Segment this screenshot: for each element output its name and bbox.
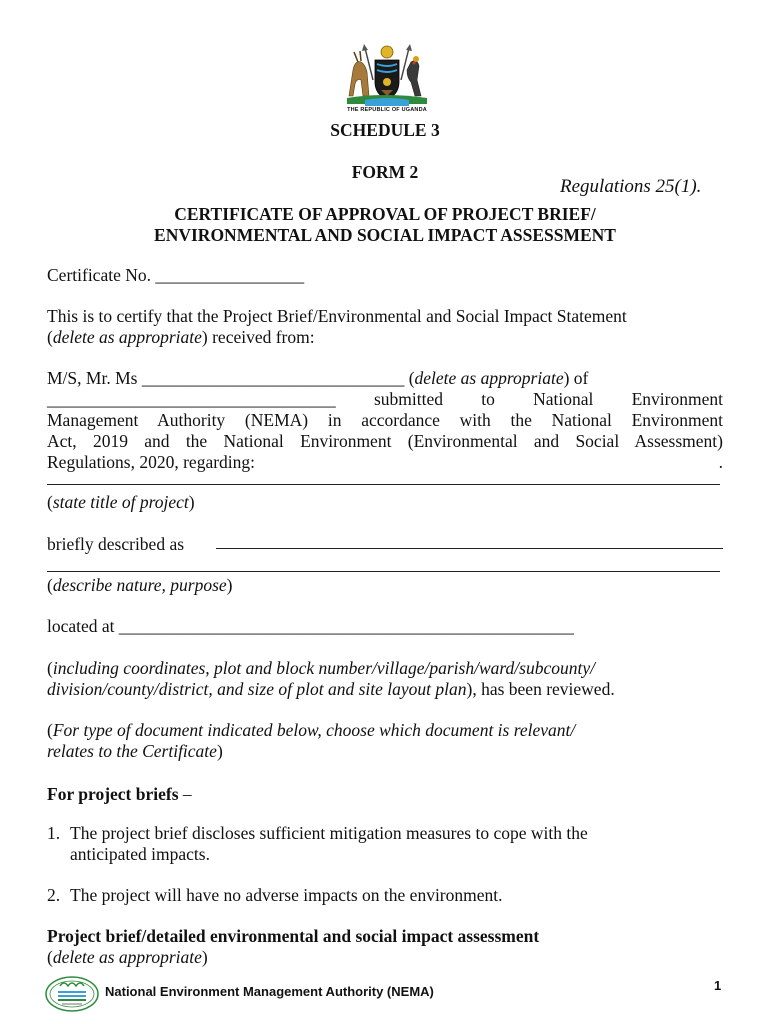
assessment-heading-text: Project brief/detailed environmental and social impact assessment	[47, 926, 540, 946]
location-field[interactable]	[47, 616, 723, 637]
certify-note: delete as appropriate	[52, 327, 202, 347]
list-item-number: 2.	[47, 885, 61, 905]
described-line-1[interactable]	[216, 548, 723, 549]
certificate-number-field[interactable]	[47, 265, 723, 286]
document-type-note: (For type of document indicated below, choose which document is relevant/ relates to the Certificate)	[47, 720, 576, 761]
applicant-name-blank[interactable]: ______________________________	[141, 368, 405, 388]
list-item-text-line2: anticipated impacts.	[70, 844, 210, 864]
certificate-title-line1: CERTIFICATE OF APPROVAL OF PROJECT BRIEF/	[174, 204, 596, 224]
project-title-line[interactable]	[47, 484, 720, 485]
coat-of-arms-caption: THE REPUBLIC OF UGANDA	[347, 107, 427, 113]
document-type-note-line1: For type of document indicated below, choose which document is relevant/	[52, 720, 576, 740]
applicant-note: delete as appropriate	[414, 368, 564, 388]
location-label: located at	[47, 616, 115, 636]
described-note: (describe nature, purpose)	[47, 575, 233, 595]
location-note-line2: division/county/district, and size of plot and site layout plan	[47, 679, 467, 699]
regulation-reference: Regulations 25(1).	[560, 176, 702, 197]
location-blank[interactable]: ____________________________________________________	[118, 616, 574, 636]
project-briefs-heading	[47, 784, 723, 805]
certify-tail: received from:	[207, 327, 315, 347]
assessment-heading: Project brief/detailed environmental and social impact assessment (delete as appropriate)	[47, 926, 723, 968]
certificate-number-blank[interactable]: _________________	[155, 265, 305, 285]
described-note-text: describe nature, purpose	[52, 575, 227, 595]
described-label: briefly described as	[47, 534, 185, 554]
location-note: (including coordinates, plot and block number/village/parish/ward/subcounty/ division/county/district, and size of plot and site layout plan), has been reviewed.	[47, 658, 615, 699]
project-title-note-text: state title of project	[52, 492, 189, 512]
footer-organization: National Environment Management Authority (NEMA)	[105, 984, 434, 999]
location-tail: , has been reviewed.	[472, 679, 615, 699]
project-briefs-heading-text: For project briefs	[47, 784, 179, 804]
applicant-label: M/S, Mr. Ms	[47, 368, 138, 388]
list-item-text-line1: The project will have no adverse impacts on the environment.	[70, 885, 503, 905]
assessment-heading-note: delete as appropriate	[52, 947, 202, 967]
location-note-line1: including coordinates, plot and block number/village/parish/ward/subcounty/	[52, 658, 595, 678]
certificate-title-line2: ENVIRONMENTAL AND SOCIAL IMPACT ASSESSMENT	[154, 225, 616, 245]
nema-logo	[44, 974, 100, 1014]
list-item	[47, 823, 723, 865]
page-number: 1	[714, 978, 722, 993]
to-word: to	[481, 389, 495, 409]
submitted-word: submitted	[373, 389, 444, 409]
applicant-paragraph: M/S, Mr. Ms ______________________________ (delete as appropriate) of _________________________________ submitted to National Environment Management Authority (NEMA) in accordance with the National Environment Act, 2019 and the National Environment (Environmental and Social Assessment) Regulations, 2020, regarding: .	[47, 368, 723, 472]
applicant-address-blank[interactable]: _________________________________	[47, 389, 336, 409]
list-item-number: 1.	[47, 823, 61, 843]
applicant-line5: Regulations, 2020, regarding:	[47, 452, 256, 472]
list-item	[47, 885, 723, 906]
applicant-line4: Act, 2019 and the National Environment (Environmental and Social Assessment)	[47, 431, 723, 451]
certificate-number-label: Certificate No.	[47, 265, 151, 285]
described-line-2[interactable]	[47, 571, 720, 572]
applicant-tail: of	[569, 368, 589, 388]
coat-of-arms	[345, 40, 429, 118]
project-briefs-dash: –	[178, 784, 192, 804]
certify-paragraph: This is to certify that the Project Brief/Environmental and Social Impact Statement (delete as appropriate) received from:	[47, 306, 723, 348]
applicant-line5-end: .	[718, 452, 723, 472]
project-title-note: (state title of project)	[47, 492, 195, 512]
list-item-text-line1: The project brief discloses sufficient mitigation measures to cope with the	[70, 823, 588, 843]
certify-text: This is to certify that the Project Brief/Environmental and Social Impact Statement	[47, 306, 627, 326]
schedule-heading: SCHEDULE 3	[330, 120, 440, 140]
applicant-line3: Management Authority (NEMA) in accordance with the National Environment	[47, 410, 723, 430]
national-word: National	[533, 389, 594, 409]
document-type-note-line2: relates to the Certificate	[47, 741, 217, 761]
environment-word: Environment	[631, 389, 723, 409]
form-heading: FORM 2	[351, 162, 419, 182]
